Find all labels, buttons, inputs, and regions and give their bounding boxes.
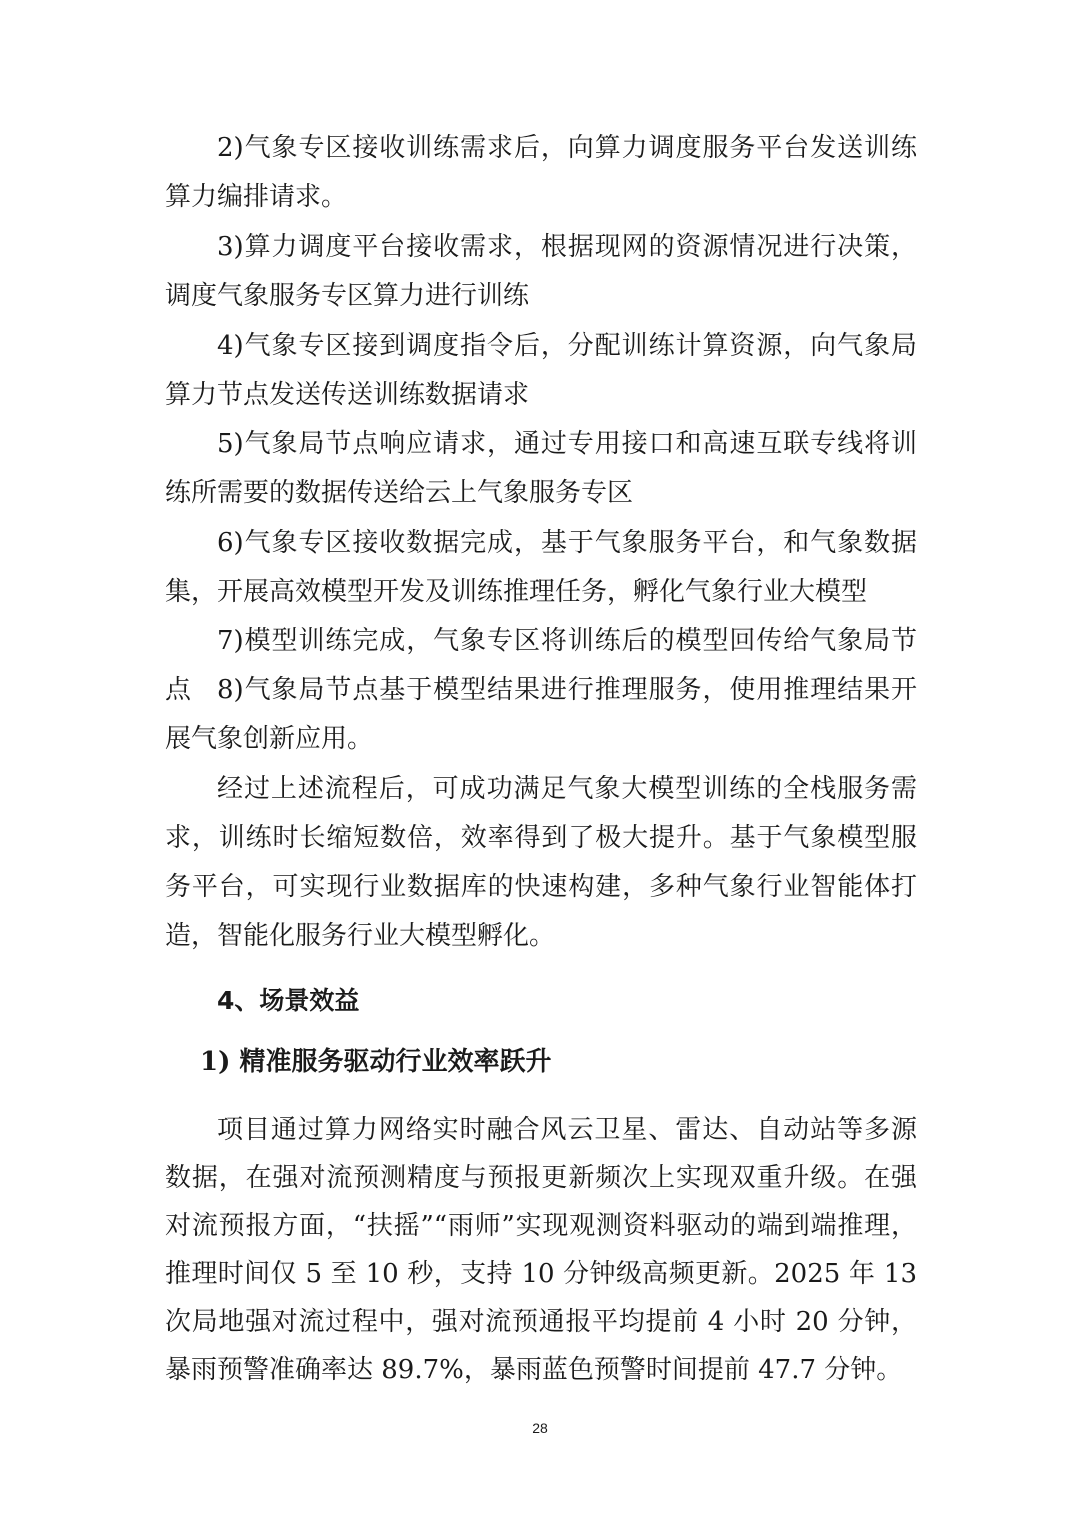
section-heading: 4、场景效益 — [217, 986, 360, 1015]
paragraph-step-6: 6)气象专区接收数据完成，基于气象服务平台，和气象数据集，开展高效模型开发及训练推理任务，孵化气象行业大模型 — [165, 528, 917, 607]
paragraph-summary: 经过上述流程后，可成功满足气象大模型训练的全栈服务需求，训练时长缩短数倍，效率得到了极大提升。基于气象模型服务平台，可实现行业数据库的快速构建，多种气象行业智能体打造，智能化服务行业大模型孵化。 — [165, 774, 917, 951]
paragraph-step-4: 4)气象专区接到调度指令后，分配训练计算资源，向气象局算力节点发送传送训练数据请求 — [165, 331, 917, 410]
subheading: 1) 精准服务驱动行业效率跃升 — [200, 1047, 552, 1077]
paragraph-step-5: 5)气象局节点响应请求，通过专用接口和高速互联专线将训练所需要的数据传送给云上气象服务专区 — [165, 429, 917, 508]
paragraph-benefits: 项目通过算力网络实时融合风云卫星、雷达、自动站等多源数据，在强对流预测精度与预报更新频次上实现双重升级。在强对流预报方面，“扶摇”“雨师”实现观测资料驱动的端到端推理，推理时间仅 5 至 10 秒，支持 10 分钟级高频更新。2025 年 13 次局地强对流过程中，强对流预通报平均提前 4 小时 20 分钟，暴雨预警准确率达 89.7%，暴雨蓝色预警时间提前 47.7 分钟。 — [165, 1115, 917, 1385]
paragraph-step-7: 7)模型训练完成，气象专区将训练后的模型回传给气象局节点 — [165, 626, 917, 705]
paragraph-step-8: 8)气象局节点基于模型结果进行推理服务，使用推理结果开展气象创新应用。 — [165, 675, 917, 754]
paragraph-step-3: 3)算力调度平台接收需求，根据现网的资源情况进行决策，调度气象服务专区算力进行训练 — [165, 232, 917, 311]
page-number: 28 — [532, 1420, 548, 1436]
paragraph-step-2: 2)气象专区接收训练需求后，向算力调度服务平台发送训练算力编排请求。 — [165, 133, 917, 212]
